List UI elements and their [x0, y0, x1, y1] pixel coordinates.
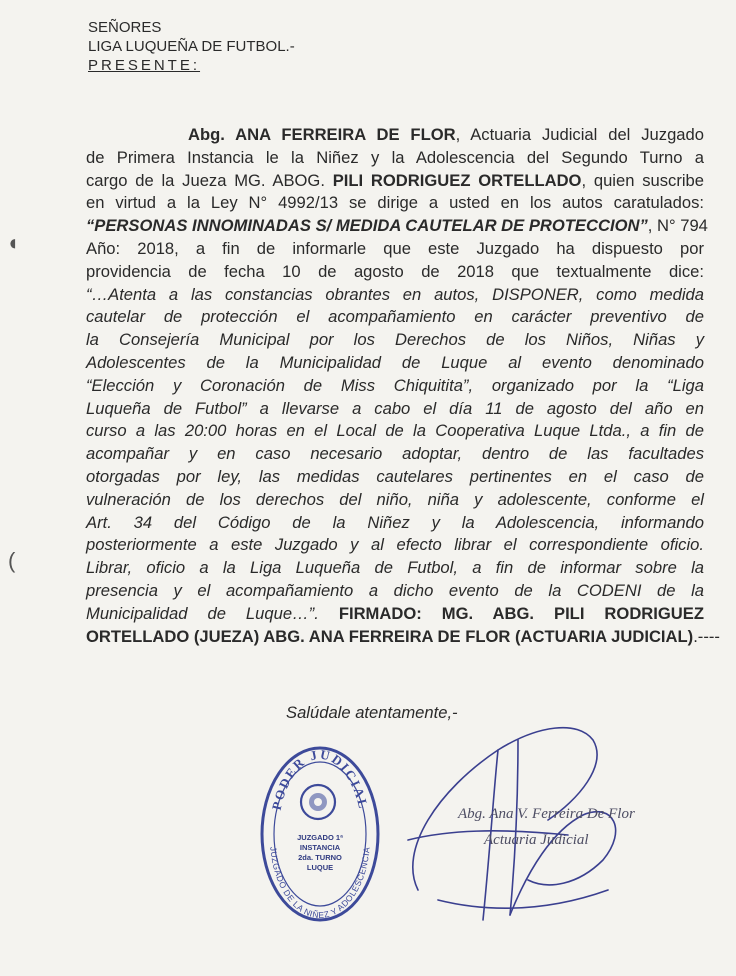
punch-hole-mark: ◖ — [6, 230, 20, 255]
body-line: Art. 34 del Código de la Niñez y la Adolescencia, informando — [86, 512, 704, 532]
body-line: posteriormente a este Juzgado y al efecto librar el correspondiente oficio. — [86, 535, 704, 555]
handwritten-signature — [378, 710, 678, 940]
signature-stamp-name: Abg. Ana V. Ferreira De Flor — [458, 806, 635, 822]
addressee-block — [88, 18, 295, 75]
signature-stamp-role: Actuaria Judicial — [484, 832, 589, 848]
body-line: presencia y el acompañamiento a dicho evento de la CODENI de la — [86, 580, 704, 600]
letter-body — [86, 124, 720, 648]
seal-center-line: INSTANCIA — [299, 843, 341, 852]
body-line: “PERSONAS INNOMINADAS S/ MEDIDA CAUTELAR DE PROTECCION”, N° 794 — [86, 216, 708, 236]
seal-center-line: JUZGADO 1ª — [297, 833, 343, 842]
body-line: acompañar y en caso necesario adoptar, dentro de las facultades — [86, 444, 704, 464]
addressee-salutation: SEÑORES — [88, 19, 162, 36]
body-line: Librar, oficio a la Liga Luqueña de Futbol, a fin de informar sobre la — [86, 558, 704, 578]
body-line: providencia de fecha 10 de agosto de 2018 que textualmente dice: — [86, 261, 704, 281]
punch-hole-mark: ( — [8, 548, 16, 573]
body-line: “…Atenta a las constancias obrantes en autos, DISPONER, como medida — [86, 284, 704, 304]
seal-center-line: 2da. TURNO — [298, 853, 342, 862]
body-line: vulneración de los derechos del niño, niña y adolescente, conforme el — [86, 489, 704, 509]
body-line: Año: 2018, a fin de informarle que este Juzgado ha dispuesto por — [86, 238, 704, 258]
body-line: ORTELLADO (JUEZA) ABG. ANA FERREIRA DE FLOR (ACTUARIA JUDICIAL).---- — [86, 626, 720, 646]
body-line: en virtud a la Ley N° 4992/13 se dirige a usted en los autos caratulados: — [86, 193, 704, 213]
body-line: Adolescentes de la Municipalidad de Luque al evento denominado — [86, 352, 704, 372]
presente-heading: PRESENTE: — [88, 57, 201, 74]
body-line: Municipalidad de Luque…”. FIRMADO: MG. ABG. PILI RODRIGUEZ — [86, 603, 704, 623]
body-line: Luqueña de Futbol” a llevarse a cabo el día 11 de agosto del año en — [86, 398, 704, 418]
addressee-name: LIGA LUQUEÑA DE FUTBOL.- — [88, 38, 295, 55]
closing-salutation: Salúdale atentamente,- — [286, 703, 458, 722]
seal-center-line: LUQUE — [306, 863, 334, 872]
body-line: curso a las 20:00 horas en el Local de la Cooperativa Luque Ltda., a fin de — [86, 421, 704, 441]
body-line: Abg. ANA FERREIRA DE FLOR, Actuaria Judicial del Juzgado — [188, 125, 704, 144]
body-line: “Elección y Coronación de Miss Chiquitita”, organizado por la “Liga — [86, 375, 704, 395]
court-seal-stamp — [258, 742, 382, 922]
body-line: cautelar de protección el acompañamiento en carácter preventivo de — [86, 307, 704, 327]
body-line: de Primera Instancia le la Niñez y la Adolescencia del Segundo Turno a — [86, 147, 704, 167]
seal-bottom-text: JUZGADO DE LA NIÑEZ Y ADOLESCENCIA — [268, 846, 372, 921]
body-line: otorgadas por ley, las medidas cautelares pertinentes en el caso de — [86, 466, 704, 486]
body-line: la Consejería Municipal por los Derechos de los Niños, Niñas y — [86, 330, 704, 350]
body-line: cargo de la Jueza MG. ABOG. PILI RODRIGUEZ ORTELLADO, quien suscribe — [86, 170, 704, 190]
seal-top-text: PODER JUDICIAL — [268, 746, 372, 812]
